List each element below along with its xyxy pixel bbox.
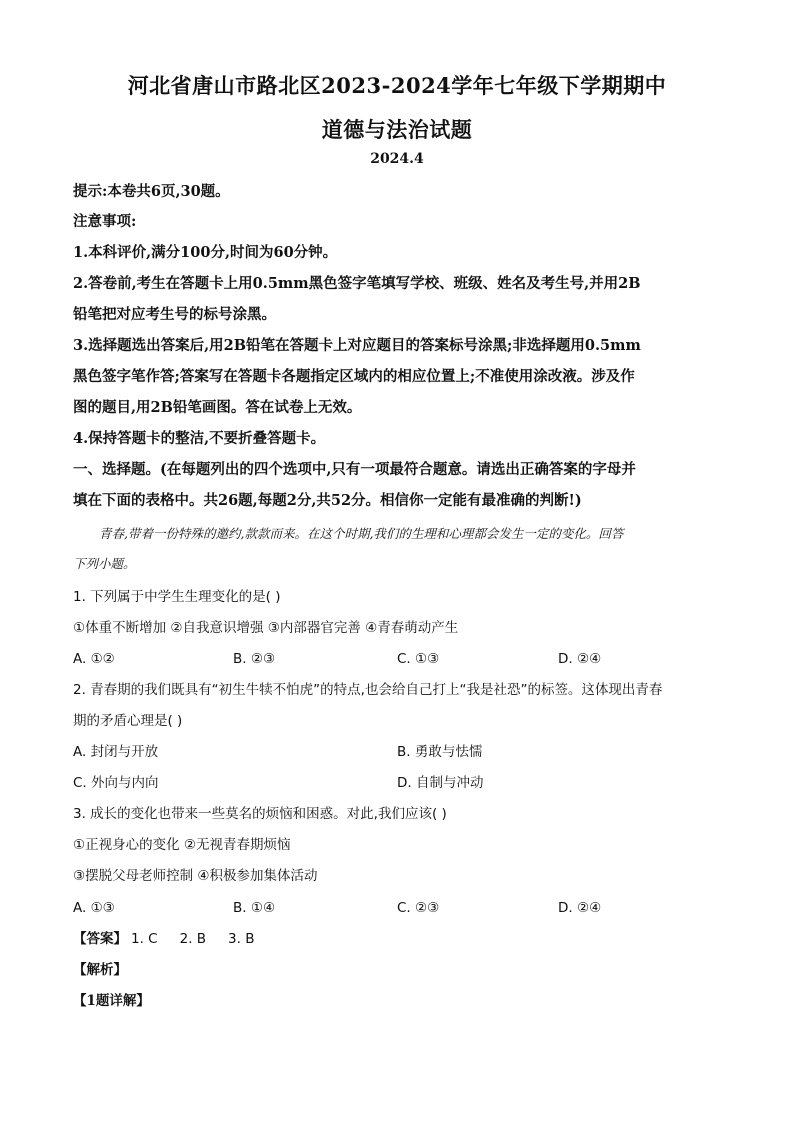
question-3-items-line-b: ③摆脱父母老师控制 ④积极参加集体活动 — [73, 868, 318, 884]
intro-line-a: 青春,带着一份特殊的邀约,款款而来。在这个时期,我们的生理和心理都会发生一定的变化。回答 — [99, 526, 624, 541]
note-item-3-line-b: 黑色签字笔作答;答案写在答题卡各题指定区域内的相应位置上;不准使用涂改液。涉及作 — [73, 368, 635, 385]
question-3-option-b: B. ①④ — [233, 900, 276, 916]
question-1-stem: 1. 下列属于中学生生理变化的是( ) — [73, 589, 281, 605]
document-subtitle: 道德与法治试题 — [321, 117, 473, 142]
question-3-option-d: D. ②④ — [558, 900, 602, 916]
question-2-stem-line-b: 期的矛盾心理是( ) — [73, 713, 183, 729]
section-heading-line-b: 填在下面的表格中。共26题,每题2分,共52分。相信你一定能有最准确的判断!) — [73, 492, 582, 509]
answer-values — [127, 931, 272, 947]
question-2-option-d: D. 自制与冲动 — [397, 775, 484, 791]
question-1-option-c: C. ①③ — [397, 651, 440, 667]
answer-value: 3. B — [228, 931, 255, 947]
answer-label: 【答案】 — [73, 931, 127, 947]
question-2-option-a: A. 封闭与开放 — [73, 744, 159, 760]
note-item-1: 1.本科评价,满分100分,时间为60分钟。 — [73, 244, 338, 261]
question-1-items: ①体重不断增加 ②自我意识增强 ③内部器官完善 ④青春萌动产生 — [73, 620, 459, 636]
notes-heading: 注意事项: — [73, 213, 137, 230]
analysis-label: 【解析】 — [73, 962, 127, 978]
intro-line-b: 下列小题。 — [73, 556, 136, 571]
answer-value: 2. B — [179, 931, 207, 947]
note-item-2-line-a: 2.答卷前,考生在答题卡上用0.5mm黑色签字笔填写学校、班级、姓名及考生号,并用2B — [73, 275, 641, 292]
note-item-3-line-c: 图的题目,用2B铅笔画图。答在试卷上无效。 — [73, 399, 362, 416]
note-item-2-line-b: 铅笔把对应考生号的标号涂黑。 — [73, 306, 276, 323]
section-heading-line-a: 一、选择题。(在每题列出的四个选项中,只有一项最符合题意。请选出正确答案的字母并 — [73, 461, 636, 478]
question-1-option-d: D. ②④ — [558, 651, 602, 667]
note-item-4: 4.保持答题卡的整洁,不要折叠答题卡。 — [73, 430, 326, 447]
question-3-items-line-a: ①正视身心的变化 ②无视青春期烦恼 — [73, 837, 291, 853]
question-3-stem: 3. 成长的变化也带来一些莫名的烦恼和困惑。对此,我们应该( ) — [73, 806, 447, 822]
answer-line — [73, 929, 272, 949]
question-2-stem-line-a: 2. 青春期的我们既具有“初生牛犊不怕虎”的特点,也会给自己打上“我是社恐”的标签。这体现出青春 — [73, 682, 663, 698]
analysis-detail-1: 【1题详解】 — [73, 993, 150, 1009]
question-3-option-c: C. ②③ — [397, 900, 440, 916]
question-2-option-c: C. 外向与内向 — [73, 775, 159, 791]
question-1-option-a: A. ①② — [73, 651, 115, 667]
question-1-option-b: B. ②③ — [233, 651, 276, 667]
question-3-option-a: A. ①③ — [73, 900, 115, 916]
question-2-option-b: B. 勇敢与怯懦 — [397, 744, 483, 760]
answer-value: 1. C — [131, 931, 158, 947]
document-title: 河北省唐山市路北区2023-2024学年七年级下学期期中 — [127, 73, 667, 98]
tip-text: 提示:本卷共6页,30题。 — [73, 183, 230, 200]
note-item-3-line-a: 3.选择题选出答案后,用2B铅笔在答题卡上对应题目的答案标号涂黑;非选择题用0.5mm — [73, 337, 641, 354]
document-date: 2024.4 — [370, 151, 424, 167]
